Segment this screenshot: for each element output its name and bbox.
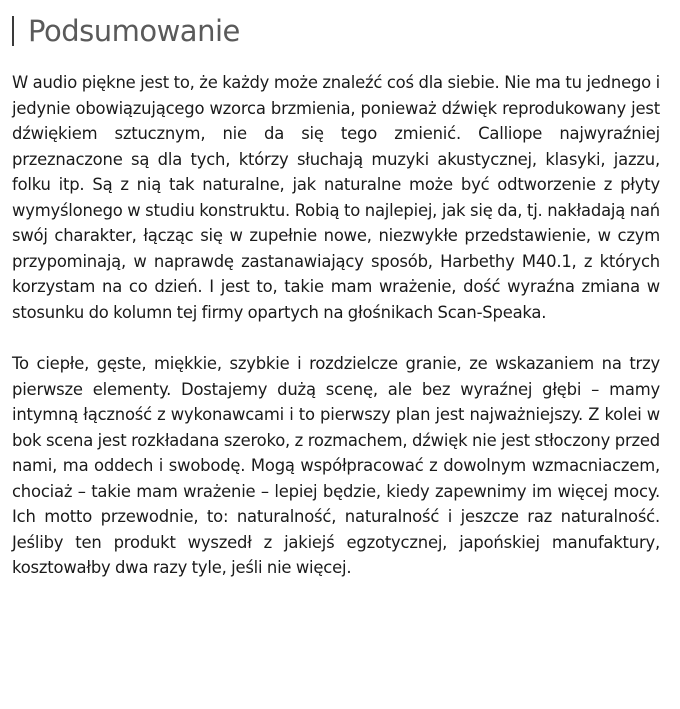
section-heading-text: Podsumowanie [28,14,240,48]
paragraph-2: To ciepłe, gęste, miękkie, szybkie i rozdzielcze granie, ze wskazaniem na trzy pierwsze elementy. Dostajemy dużą scenę, ale bez wyraźnej głębi – mamy intymną łączność z wykonawcami i to pierwszy plan jest najważniejszy. Z kolei w bok scena jest rozkładana szeroko, z rozmachem, dźwięk nie jest stłoczony przed nami, ma oddech i swobodę. Mogą współpracować z dowolnym wzmacniaczem, chociaż – takie mam wrażenie – lepiej będzie, kiedy zapewnimy im więcej mocy. Ich motto przewodnie, to: naturalność, naturalność i jeszcze raz naturalność. Jeśliby ten produkt wyszedł z jakiejś egzotycznej, japońskiej manufaktury, kosztowałby dwa razy tyle, jeśli nie więcej. [12,354,660,577]
paragraph-1: W audio piękne jest to, że każdy może znaleźć coś dla siebie. Nie ma tu jednego i jedynie obowiązującego wzorca brzmienia, ponieważ dźwięk reprodukowany jest dźwiękiem sztucznym, nie da się tego zmienić. Calliope najwyraźniej przeznaczone są dla tych, którzy słuchają muzyki akustycznej, klasyki, jazzu, folku itp. Są z nią tak naturalne, jak naturalne może być odtworzenie z płyty wymyślonego w studiu konstruktu. Robią to najlepiej, jak się da, tj. nakładają nań swój charakter, łącząc się w zupełnie nowe, niezwykłe przedstawienie, w czym przypominają, w naprawdę zastanawiający sposób, Harbethy M40.1, z których korzystam na co dzień. I jest to, takie mam wrażenie, dość wyraźna zmiana w stosunku do kolumn tej firmy opartych na głośnikach Scan-Speaka. [12,73,660,322]
summary-section [12,10,660,581]
section-heading [12,10,660,52]
heading-accent-bar [12,16,14,46]
